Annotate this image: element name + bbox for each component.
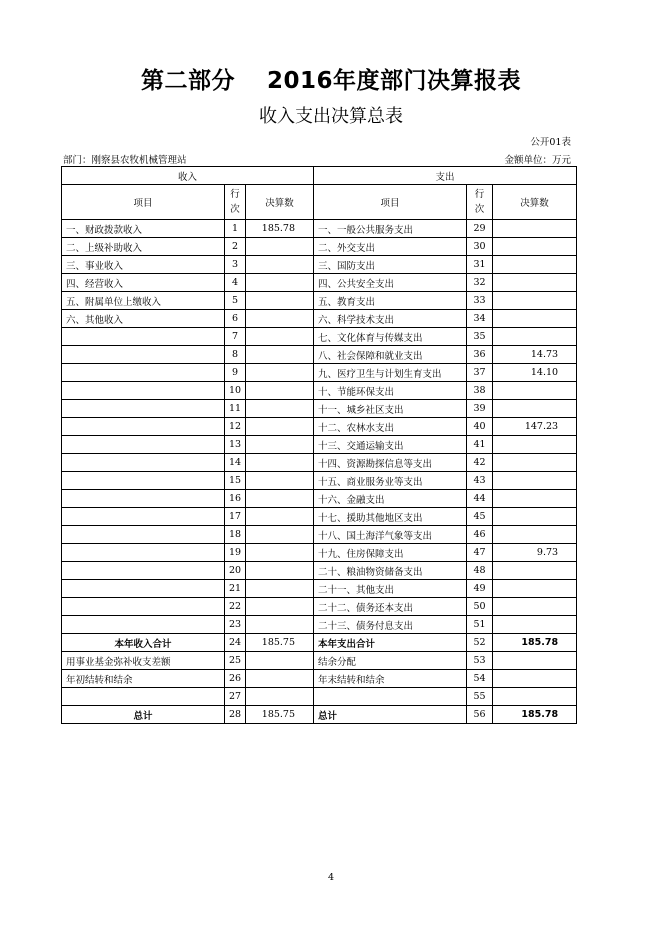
income-line-cell: 13 <box>225 436 246 454</box>
income-amount-cell <box>246 364 314 382</box>
expense-item-cell: 十四、资源勘探信息等支出 <box>314 454 467 472</box>
income-amount-cell <box>246 418 314 436</box>
expense-amount-cell <box>493 652 577 670</box>
expense-amount-cell <box>493 490 577 508</box>
expense-line-cell: 37 <box>467 364 493 382</box>
income-line-cell: 2 <box>225 238 246 256</box>
expense-amount-header: 决算数 <box>493 185 577 220</box>
table-row <box>62 364 577 382</box>
expense-item-cell: 一、一般公共服务支出 <box>314 220 467 238</box>
income-line-cell: 6 <box>225 310 246 328</box>
subtotal-row <box>62 634 577 652</box>
expense-item-cell: 二十、粮油物资储备支出 <box>314 562 467 580</box>
income-amount-cell <box>246 382 314 400</box>
income-item-cell: 二、上级补助收入 <box>62 238 225 256</box>
income-line-cell: 4 <box>225 274 246 292</box>
income-item-cell: 四、经营收入 <box>62 274 225 292</box>
unit-label: 金额单位：万元 <box>504 155 571 166</box>
income-line-cell: 14 <box>225 454 246 472</box>
expense-line-cell: 55 <box>467 688 493 706</box>
income-line-cell: 28 <box>225 706 246 724</box>
income-item-cell <box>62 562 225 580</box>
expense-item-cell <box>314 688 467 706</box>
expense-amount-cell <box>493 328 577 346</box>
expense-amount-cell <box>493 436 577 454</box>
expense-item-cell: 九、医疗卫生与计划生育支出 <box>314 364 467 382</box>
income-amount-cell <box>246 310 314 328</box>
table-row <box>62 562 577 580</box>
table-group-header <box>62 167 577 185</box>
income-amount-cell <box>246 472 314 490</box>
expense-line-cell: 45 <box>467 508 493 526</box>
income-amount-cell <box>246 454 314 472</box>
table-row <box>62 436 577 454</box>
income-line-cell: 7 <box>225 328 246 346</box>
income-line-cell: 22 <box>225 598 246 616</box>
table-title: 收入支出决算总表 <box>259 106 403 127</box>
expense-item-cell: 十九、住房保障支出 <box>314 544 467 562</box>
table-row <box>62 616 577 634</box>
income-line-cell: 9 <box>225 364 246 382</box>
income-item-cell <box>62 400 225 418</box>
expense-line-cell: 49 <box>467 580 493 598</box>
income-line-cell: 15 <box>225 472 246 490</box>
income-line-cell: 20 <box>225 562 246 580</box>
expense-amount-cell <box>493 580 577 598</box>
table-column-header <box>62 185 577 220</box>
income-amount-cell <box>246 598 314 616</box>
income-group-header: 收入 <box>62 167 314 185</box>
expense-line-cell: 38 <box>467 382 493 400</box>
expense-line-cell: 43 <box>467 472 493 490</box>
table-row <box>62 508 577 526</box>
table-row <box>62 346 577 364</box>
expense-item-cell: 结余分配 <box>314 652 467 670</box>
income-amount-cell <box>246 562 314 580</box>
income-line-cell: 21 <box>225 580 246 598</box>
income-amount-cell: 185.78 <box>246 220 314 238</box>
expense-line-cell: 30 <box>467 238 493 256</box>
income-line-cell: 10 <box>225 382 246 400</box>
income-line-cell: 1 <box>225 220 246 238</box>
income-line-cell: 25 <box>225 652 246 670</box>
income-item-cell: 年初结转和结余 <box>62 670 225 688</box>
expense-item-cell: 二十一、其他支出 <box>314 580 467 598</box>
expense-item-cell: 十、节能环保支出 <box>314 382 467 400</box>
expense-amount-cell: 14.10 <box>493 364 577 382</box>
income-item-cell: 六、其他收入 <box>62 310 225 328</box>
expense-item-cell: 七、文化体育与传媒支出 <box>314 328 467 346</box>
expense-item-cell: 总计 <box>314 706 467 724</box>
expense-item-cell: 三、国防支出 <box>314 256 467 274</box>
expense-amount-cell <box>493 256 577 274</box>
income-amount-cell <box>246 274 314 292</box>
page-title: 第二部分 2016年度部门决算报表 <box>140 68 522 94</box>
table-row <box>62 652 577 670</box>
table-row <box>62 220 577 238</box>
expense-line-cell: 36 <box>467 346 493 364</box>
income-expense-table <box>61 166 577 724</box>
income-amount-cell <box>246 616 314 634</box>
table-row <box>62 454 577 472</box>
expense-item-cell: 二十二、债务还本支出 <box>314 598 467 616</box>
income-amount-cell <box>246 508 314 526</box>
income-item-cell <box>62 382 225 400</box>
income-line-cell: 12 <box>225 418 246 436</box>
expense-line-cell: 50 <box>467 598 493 616</box>
income-item-cell <box>62 544 225 562</box>
expense-amount-cell: 185.78 <box>493 634 577 652</box>
income-item-cell: 本年收入合计 <box>62 634 225 652</box>
income-amount-cell <box>246 652 314 670</box>
expense-item-cell: 八、社会保障和就业支出 <box>314 346 467 364</box>
expense-item-cell: 十八、国土海洋气象等支出 <box>314 526 467 544</box>
income-line-cell: 8 <box>225 346 246 364</box>
table-row <box>62 670 577 688</box>
income-item-cell: 一、财政拨款收入 <box>62 220 225 238</box>
table-row <box>62 400 577 418</box>
table-row <box>62 526 577 544</box>
income-amount-cell <box>246 238 314 256</box>
table-row <box>62 688 577 706</box>
income-line-cell: 16 <box>225 490 246 508</box>
expense-group-header: 支出 <box>314 167 577 185</box>
income-item-cell <box>62 472 225 490</box>
expense-item-cell: 十五、商业服务业等支出 <box>314 472 467 490</box>
income-item-cell <box>62 616 225 634</box>
expense-line-cell: 52 <box>467 634 493 652</box>
expense-amount-cell <box>493 562 577 580</box>
expense-line-cell: 53 <box>467 652 493 670</box>
income-line-cell: 5 <box>225 292 246 310</box>
expense-amount-cell: 185.78 <box>493 706 577 724</box>
expense-item-cell: 十三、交通运输支出 <box>314 436 467 454</box>
table-row <box>62 292 577 310</box>
table-row <box>62 328 577 346</box>
table-row <box>62 382 577 400</box>
table-row <box>62 580 577 598</box>
income-amount-cell <box>246 346 314 364</box>
expense-amount-cell: 147.23 <box>493 418 577 436</box>
total-row <box>62 706 577 724</box>
expense-item-cell: 本年支出合计 <box>314 634 467 652</box>
income-line-cell: 23 <box>225 616 246 634</box>
expense-line-cell: 31 <box>467 256 493 274</box>
expense-amount-cell <box>493 688 577 706</box>
income-item-cell <box>62 364 225 382</box>
expense-item-cell: 十七、援助其他地区支出 <box>314 508 467 526</box>
expense-line-cell: 42 <box>467 454 493 472</box>
income-item-cell: 总计 <box>62 706 225 724</box>
income-item-cell: 三、事业收入 <box>62 256 225 274</box>
expense-amount-cell: 14.73 <box>493 346 577 364</box>
expense-item-cell: 十二、农林水支出 <box>314 418 467 436</box>
income-item-cell <box>62 346 225 364</box>
expense-item-cell: 四、公共安全支出 <box>314 274 467 292</box>
income-line-cell: 26 <box>225 670 246 688</box>
table-row <box>62 418 577 436</box>
income-item-cell <box>62 688 225 706</box>
expense-item-cell: 六、科学技术支出 <box>314 310 467 328</box>
expense-amount-cell <box>493 220 577 238</box>
table-row <box>62 490 577 508</box>
expense-line-cell: 47 <box>467 544 493 562</box>
income-item-cell <box>62 436 225 454</box>
income-line-header: 行次 <box>225 185 246 220</box>
income-amount-cell <box>246 544 314 562</box>
expense-line-cell: 35 <box>467 328 493 346</box>
table-row <box>62 598 577 616</box>
income-item-cell <box>62 580 225 598</box>
income-amount-cell <box>246 688 314 706</box>
income-item-header: 项目 <box>62 185 225 220</box>
expense-line-cell: 44 <box>467 490 493 508</box>
income-item-cell <box>62 526 225 544</box>
expense-line-cell: 39 <box>467 400 493 418</box>
income-line-cell: 3 <box>225 256 246 274</box>
income-amount-cell <box>246 670 314 688</box>
expense-item-cell: 五、教育支出 <box>314 292 467 310</box>
expense-amount-cell <box>493 508 577 526</box>
table-body <box>62 220 577 724</box>
expense-amount-cell <box>493 598 577 616</box>
income-amount-cell <box>246 436 314 454</box>
expense-amount-cell <box>493 454 577 472</box>
expense-line-cell: 40 <box>467 418 493 436</box>
expense-line-cell: 33 <box>467 292 493 310</box>
table-row <box>62 238 577 256</box>
income-amount-cell <box>246 526 314 544</box>
income-amount-cell <box>246 490 314 508</box>
expense-line-cell: 29 <box>467 220 493 238</box>
expense-amount-cell <box>493 274 577 292</box>
expense-item-cell: 十六、金融支出 <box>314 490 467 508</box>
income-amount-cell: 185.75 <box>246 634 314 652</box>
expense-amount-cell <box>493 472 577 490</box>
income-item-cell <box>62 328 225 346</box>
income-line-cell: 19 <box>225 544 246 562</box>
income-amount-cell: 185.75 <box>246 706 314 724</box>
income-item-cell: 五、附属单位上缴收入 <box>62 292 225 310</box>
income-item-cell: 用事业基金弥补收支差额 <box>62 652 225 670</box>
expense-amount-cell <box>493 238 577 256</box>
expense-amount-cell <box>493 616 577 634</box>
income-item-cell <box>62 508 225 526</box>
expense-line-cell: 34 <box>467 310 493 328</box>
income-amount-cell <box>246 400 314 418</box>
form-number: 公开01表 <box>530 137 571 148</box>
expense-line-cell: 32 <box>467 274 493 292</box>
expense-line-header: 行次 <box>467 185 493 220</box>
table-row <box>62 472 577 490</box>
expense-line-cell: 54 <box>467 670 493 688</box>
expense-item-cell: 二、外交支出 <box>314 238 467 256</box>
income-amount-cell <box>246 328 314 346</box>
income-item-cell <box>62 418 225 436</box>
table-row <box>62 256 577 274</box>
income-line-cell: 11 <box>225 400 246 418</box>
income-amount-cell <box>246 580 314 598</box>
expense-line-cell: 51 <box>467 616 493 634</box>
expense-amount-cell <box>493 670 577 688</box>
income-item-cell <box>62 598 225 616</box>
expense-amount-cell <box>493 292 577 310</box>
income-item-cell <box>62 454 225 472</box>
expense-amount-cell <box>493 310 577 328</box>
income-amount-header: 决算数 <box>246 185 314 220</box>
department-label: 部门：刚察县农牧机械管理站 <box>63 155 187 166</box>
table-row <box>62 544 577 562</box>
expense-line-cell: 46 <box>467 526 493 544</box>
income-line-cell: 27 <box>225 688 246 706</box>
expense-line-cell: 41 <box>467 436 493 454</box>
table-row <box>62 274 577 292</box>
expense-item-cell: 年末结转和结余 <box>314 670 467 688</box>
expense-line-cell: 48 <box>467 562 493 580</box>
expense-amount-cell <box>493 526 577 544</box>
income-amount-cell <box>246 292 314 310</box>
table-row <box>62 310 577 328</box>
expense-amount-cell <box>493 382 577 400</box>
expense-amount-cell <box>493 400 577 418</box>
expense-line-cell: 56 <box>467 706 493 724</box>
income-amount-cell <box>246 256 314 274</box>
expense-item-cell: 二十三、债务付息支出 <box>314 616 467 634</box>
expense-item-cell: 十一、城乡社区支出 <box>314 400 467 418</box>
income-line-cell: 18 <box>225 526 246 544</box>
expense-amount-cell: 9.73 <box>493 544 577 562</box>
income-item-cell <box>62 490 225 508</box>
income-line-cell: 24 <box>225 634 246 652</box>
expense-item-header: 项目 <box>314 185 467 220</box>
income-line-cell: 17 <box>225 508 246 526</box>
page-number: 4 <box>327 872 335 883</box>
